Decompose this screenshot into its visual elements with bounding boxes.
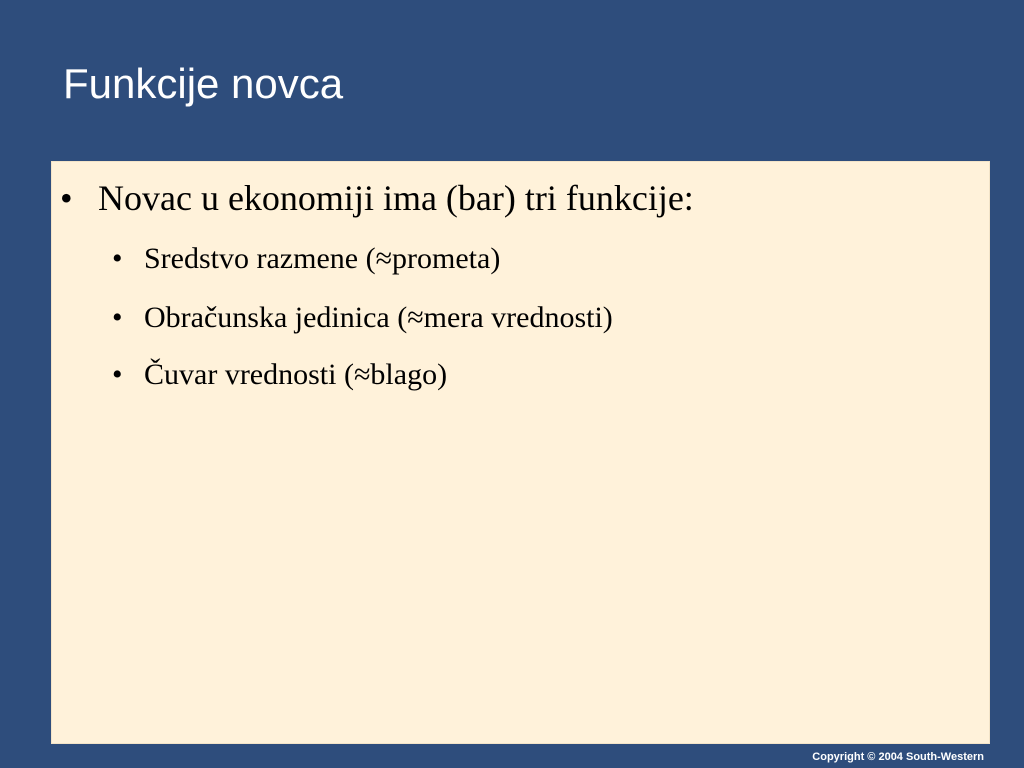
- sub-bullet-item: [112, 293, 613, 343]
- sub-bullet-text: Čuvar vrednosti (≈blago): [144, 358, 448, 391]
- bullet-marker: •: [112, 301, 123, 334]
- content-panel: [51, 161, 990, 744]
- sub-bullet-item: [112, 350, 447, 400]
- sub-bullet-text: Sredstvo razmene (≈prometa): [144, 242, 501, 275]
- sub-bullet-text: Obračunska jedinica (≈mera vrednosti): [144, 301, 613, 334]
- bullet-marker: •: [60, 178, 73, 218]
- main-bullet-text: Novac u ekonomiji ima (bar) tri funkcije:: [98, 178, 694, 218]
- main-bullet-item: [60, 170, 694, 226]
- bullet-marker: •: [112, 242, 123, 275]
- copyright-notice: Copyright © 2004 South-Western: [812, 751, 984, 763]
- sub-bullet-item: [112, 234, 500, 284]
- slide-title: Funkcije novca: [63, 60, 344, 107]
- bullet-marker: •: [112, 358, 123, 391]
